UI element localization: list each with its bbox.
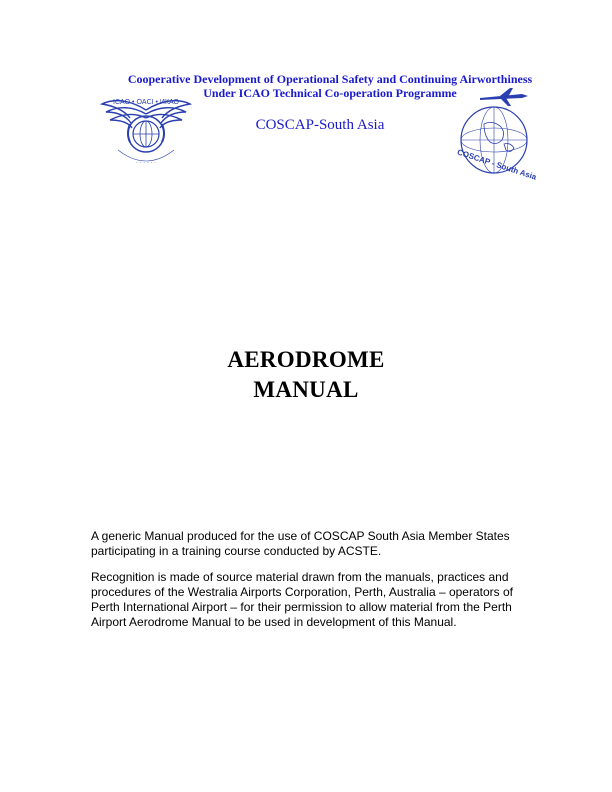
programme-title-line-2: Under ICAO Technical Co-operation Programme [203,86,457,100]
airplane-icon [480,88,528,106]
acknowledgement-paragraph-line: Airport Aerodrome Manual to be used in development of this Manual. [91,615,457,629]
intro-paragraph-line: A generic Manual produced for the use of COSCAP South Asia Member States [91,529,510,543]
acknowledgement-paragraph-line: procedures of the Westralia Airports Corporation, Perth, Australia – operators of [91,585,513,599]
programme-title-line-1: Cooperative Development of Operational Safety and Continuing Airworthiness [127,72,533,86]
coscap-south-asia-emblem-logo [450,88,540,183]
icao-emblem-text: ICAO • OACI • ИКАО [113,99,179,106]
icao-emblem-logo [100,90,192,172]
intro-paragraph-line: participating in a training course conducted by ACSTE. [91,544,382,558]
document-title-line-2: MANUAL [253,377,359,402]
coscap-name: COSCAP-South Asia [255,117,385,133]
acknowledgement-paragraph [91,570,531,630]
acknowledgement-paragraph-line: Perth International Airport – for their permission to allow material from the Perth [91,600,512,614]
intro-paragraph [91,529,531,559]
document-title-line-1: AERODROME [227,347,385,372]
svg-text:· · · · · ·: · · · · · · [135,160,157,166]
acknowledgement-paragraph-line: Recognition is made of source material drawn from the manuals, practices and [91,570,509,584]
coscap-emblem-text: COSCAP - South Asia [456,147,538,182]
